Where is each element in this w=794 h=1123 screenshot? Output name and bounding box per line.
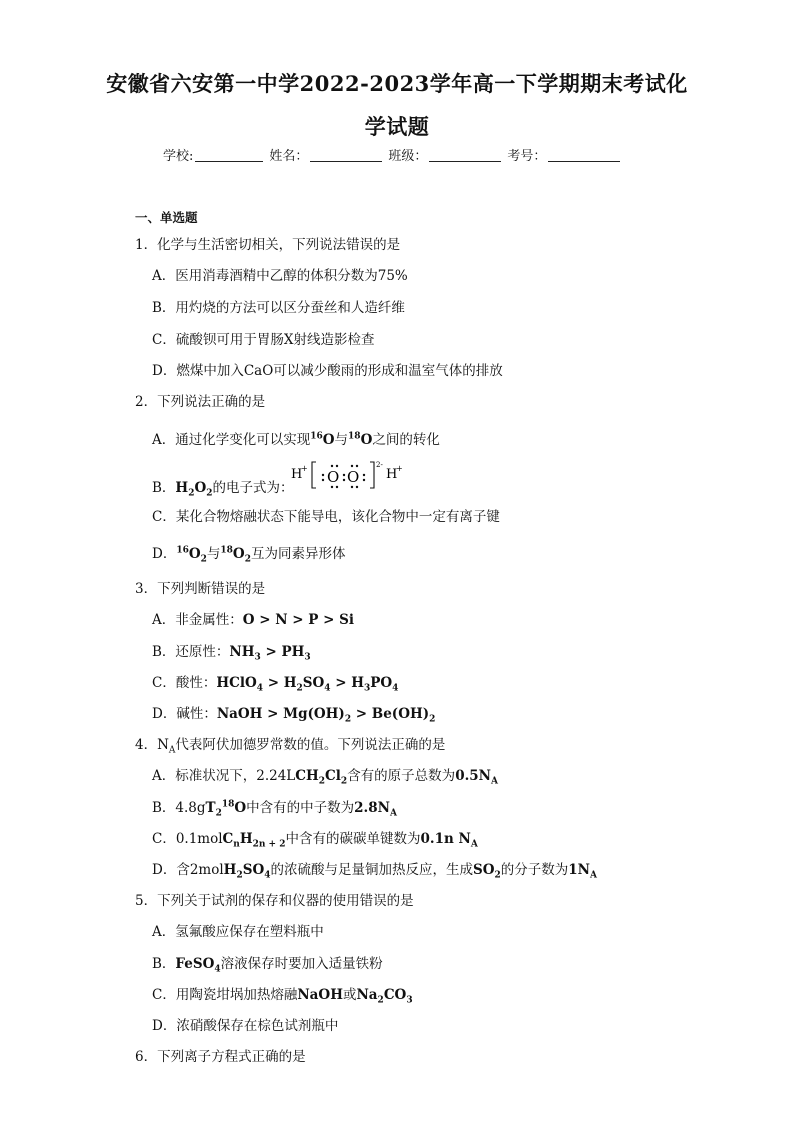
question-1-option-d: D．燃煤中加入CaO可以减少酸雨的形成和温室气体的排放 [152,363,503,379]
question-4-option-b: B．$4.8gT_2^{18}O$中含有的中子数为$2.8N_A$ [152,799,397,819]
svg-text:2-: 2- [376,461,383,469]
page-title-line2: 学试题 [364,114,430,139]
question-4-option-a: A．标准状况下，$2.24LCH_2Cl_2$含有的原子总数为$0.5N_A$ [152,768,498,787]
question-2-option-a: A．通过化学变化可以实现$^{16}$O与$^{18}$O之间的转化 [152,431,440,448]
question-4-option-c: C．$0.1molC_nH_{2n + 2}$中含有的碳碳单键数为0.1n $N_A$ [152,831,478,850]
school-label: 学校: [163,149,194,164]
class-label: 班级： [388,149,428,164]
question-5-option-a: A．氢氟酸应保存在塑料瓶中 [152,924,324,940]
h2o2-electron-formula [290,458,410,492]
question-4-stem: 4．$N_A$代表阿伏加德罗常数的值。下列说法正确的是 [135,737,446,756]
svg-text:H: H [291,467,303,482]
question-5-option-b: B．FeSO$_4$溶液保存时要加入适量铁粉 [152,956,383,975]
svg-text:O: O [347,468,360,486]
question-3-option-b: B．还原性：$NH_3 > PH_3$ [152,644,311,663]
name-label: 姓名： [269,149,309,164]
question-4-option-d: D．含$2molH_2SO_4$的浓硫酸与足量铜加热反应，生成$SO_2$的分子数为$1N_A$ [152,862,597,881]
section-heading: 一、单选题 [135,210,198,225]
question-2-option-d: D．$^{16}O_2$与$^{18}O_2$互为同素异形体 [152,545,346,565]
exam-number-label: 考号： [507,149,547,164]
exam-number-field[interactable] [548,160,620,162]
question-3-option-c: C．酸性：HClO$_4$ > $H_2SO_4 > H_3PO_4$ [152,675,399,694]
question-2-option-c: C．某化合物熔融状态下能导电，该化合物中一定有离子键 [152,509,500,525]
svg-text:+: + [396,464,403,473]
question-3-option-d: D．碱性：NaOH > $Mg(OH)_2 > Be(OH)_2$ [152,706,436,725]
question-5-stem: 5．下列关于试剂的保存和仪器的使用错误的是 [135,893,414,909]
page-title-line1: 安徽省六安第一中学2022-2023学年高一下学期期末考试化 [106,71,688,96]
name-field[interactable] [310,160,382,162]
svg-text:+: + [301,464,308,473]
question-3-option-a: A．非金属性：O > N > P > Si [152,612,355,628]
question-1-stem: 1．化学与生活密切相关，下列说法错误的是 [135,237,401,253]
question-1-option-b: B．用灼烧的方法可以区分蚕丝和人造纤维 [152,300,405,316]
question-2-stem: 2．下列说法正确的是 [135,394,266,410]
question-1-option-c: C．硫酸钡可用于胃肠X射线造影检查 [152,332,375,348]
question-1-option-a: A．医用消毒酒精中乙醇的体积分数为75% [152,268,408,284]
student-info-row [163,145,633,164]
question-6-stem: 6．下列离子方程式正确的是 [135,1049,306,1065]
question-5-option-d: D．浓硝酸保存在棕色试剂瓶中 [152,1018,339,1034]
svg-text:H: H [386,467,398,482]
class-field[interactable] [429,160,501,162]
question-5-option-c: C．用陶瓷坩埚加热熔融NaOH或$Na_2CO_3$ [152,987,413,1006]
question-3-stem: 3．下列判断错误的是 [135,581,266,597]
svg-text:O: O [327,468,340,486]
school-field[interactable] [195,160,263,162]
question-2-option-b: B．$H_2O_2$的电子式为： [152,480,294,499]
